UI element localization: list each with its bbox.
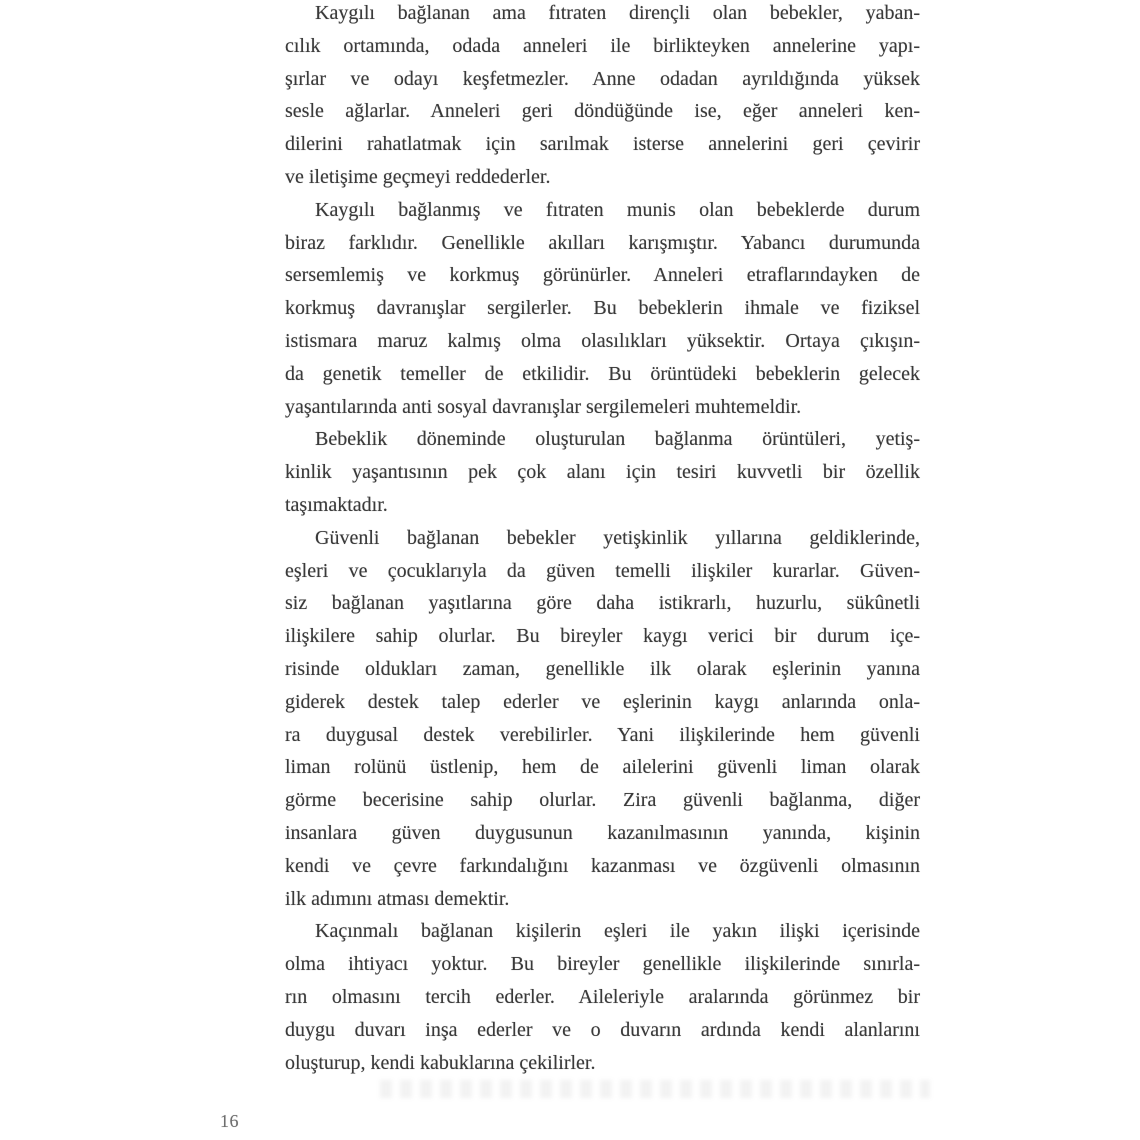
text-line: şırlar ve odayı keşfetmezler. Anne odadan ayrıldığında yüksek (285, 67, 920, 90)
text-line: giderek destek talep ederler ve eşlerinin kaygı anlarında onla- (285, 690, 920, 713)
text-line: ra duygusal destek verebilirler. Yani ilişkilerinde hem güvenli (285, 723, 920, 746)
text-line: istismara maruz kalmış olma olasılıkları yüksektir. Ortaya çıkışın- (285, 329, 920, 352)
paragraph-4 (285, 522, 920, 916)
text-line: risinde oldukları zaman, genellikle ilk olarak eşlerinin yanına (285, 657, 920, 680)
paragraph-2 (285, 194, 920, 424)
text-line: taşımaktadır. (285, 493, 388, 516)
text-line: ilişkilere sahip olurlar. Bu bireyler kaygı verici bir durum içe- (285, 625, 920, 648)
text-line: biraz farklıdır. Genellikle akılları karışmıştır. Yabancı durumunda (285, 231, 920, 254)
text-line: olma ihtiyacı yoktur. Bu bireyler genellikle ilişkilerinde sınırla- (285, 953, 920, 976)
text-line: kinlik yaşantısının pek çok alanı için tesiri kuvvetli bir özellik (285, 461, 920, 484)
text-line: Kaçınmalı bağlanan kişilerin eşleri ile yakın ilişki içerisinde (315, 920, 920, 943)
text-line: liman rolünü üstlenip, hem de ailelerini güvenli liman olarak (285, 756, 920, 779)
text-line: sesle ağlarlar. Anneleri geri döndüğünde ise, eğer anneleri ken- (285, 100, 920, 123)
text-line: görme becerisine sahip olurlar. Zira güvenli bağlanma, diğer (285, 789, 920, 812)
text-line: ve iletişime geçmeyi reddederler. (285, 165, 551, 188)
text-line: duygu duvarı inşa ederler ve o duvarın ardında kendi alanlarını (285, 1018, 920, 1041)
text-line: ilk adımını atması demektir. (285, 887, 510, 910)
text-line: cılık ortamında, odada anneleri ile birlikteyken annelerine yapı- (285, 34, 920, 57)
paragraph-1 (285, 0, 920, 194)
paragraph-5 (285, 915, 920, 1079)
text-line: insanlara güven duygusunun kazanılmasının yanında, kişinin (285, 821, 920, 844)
text-line: siz bağlanan yaşıtlarına göre daha istikrarlı, huzurlu, sükûnetli (285, 592, 920, 615)
paragraph-3 (285, 423, 920, 521)
text-line: korkmuş davranışlar sergilerler. Bu bebeklerin ihmale ve fiziksel (285, 297, 920, 320)
scan-ghosting-artifact (380, 1080, 930, 1098)
text-line: da genetik temeller de etkilidir. Bu örüntüdeki bebeklerin gelecek (285, 362, 920, 385)
text-line: sersemlemiş ve korkmuş görünürler. Anneleri etraflarındayken de (285, 264, 920, 287)
text-line: Güvenli bağlanan bebekler yetişkinlik yıllarına geldiklerinde, (315, 526, 920, 549)
text-line: Bebeklik döneminde oluşturulan bağlanma örüntüleri, yetiş- (315, 428, 920, 451)
text-line: Kaygılı bağlanan ama fıtraten dirençli olan bebekler, yaban- (315, 2, 920, 24)
body-text (285, 0, 920, 1079)
text-line: dilerini rahatlatmak için sarılmak isterse annelerini geri çevirir (285, 133, 920, 156)
text-line: rın olmasını tercih ederler. Aileleriyle aralarında görünmez bir (285, 985, 920, 1008)
text-line: eşleri ve çocuklarıyla da güven temelli ilişkiler kurarlar. Güven- (285, 559, 920, 582)
text-line: oluşturup, kendi kabuklarına çekilirler. (285, 1051, 596, 1074)
text-line: Kaygılı bağlanmış ve fıtraten munis olan bebeklerde durum (315, 198, 920, 221)
page-number: 16 (220, 1111, 239, 1131)
text-line: kendi ve çevre farkındalığını kazanması ve özgüvenli olmasının (285, 854, 920, 877)
text-line: yaşantılarında anti sosyal davranışlar sergilemeleri muhtemeldir. (285, 395, 802, 418)
